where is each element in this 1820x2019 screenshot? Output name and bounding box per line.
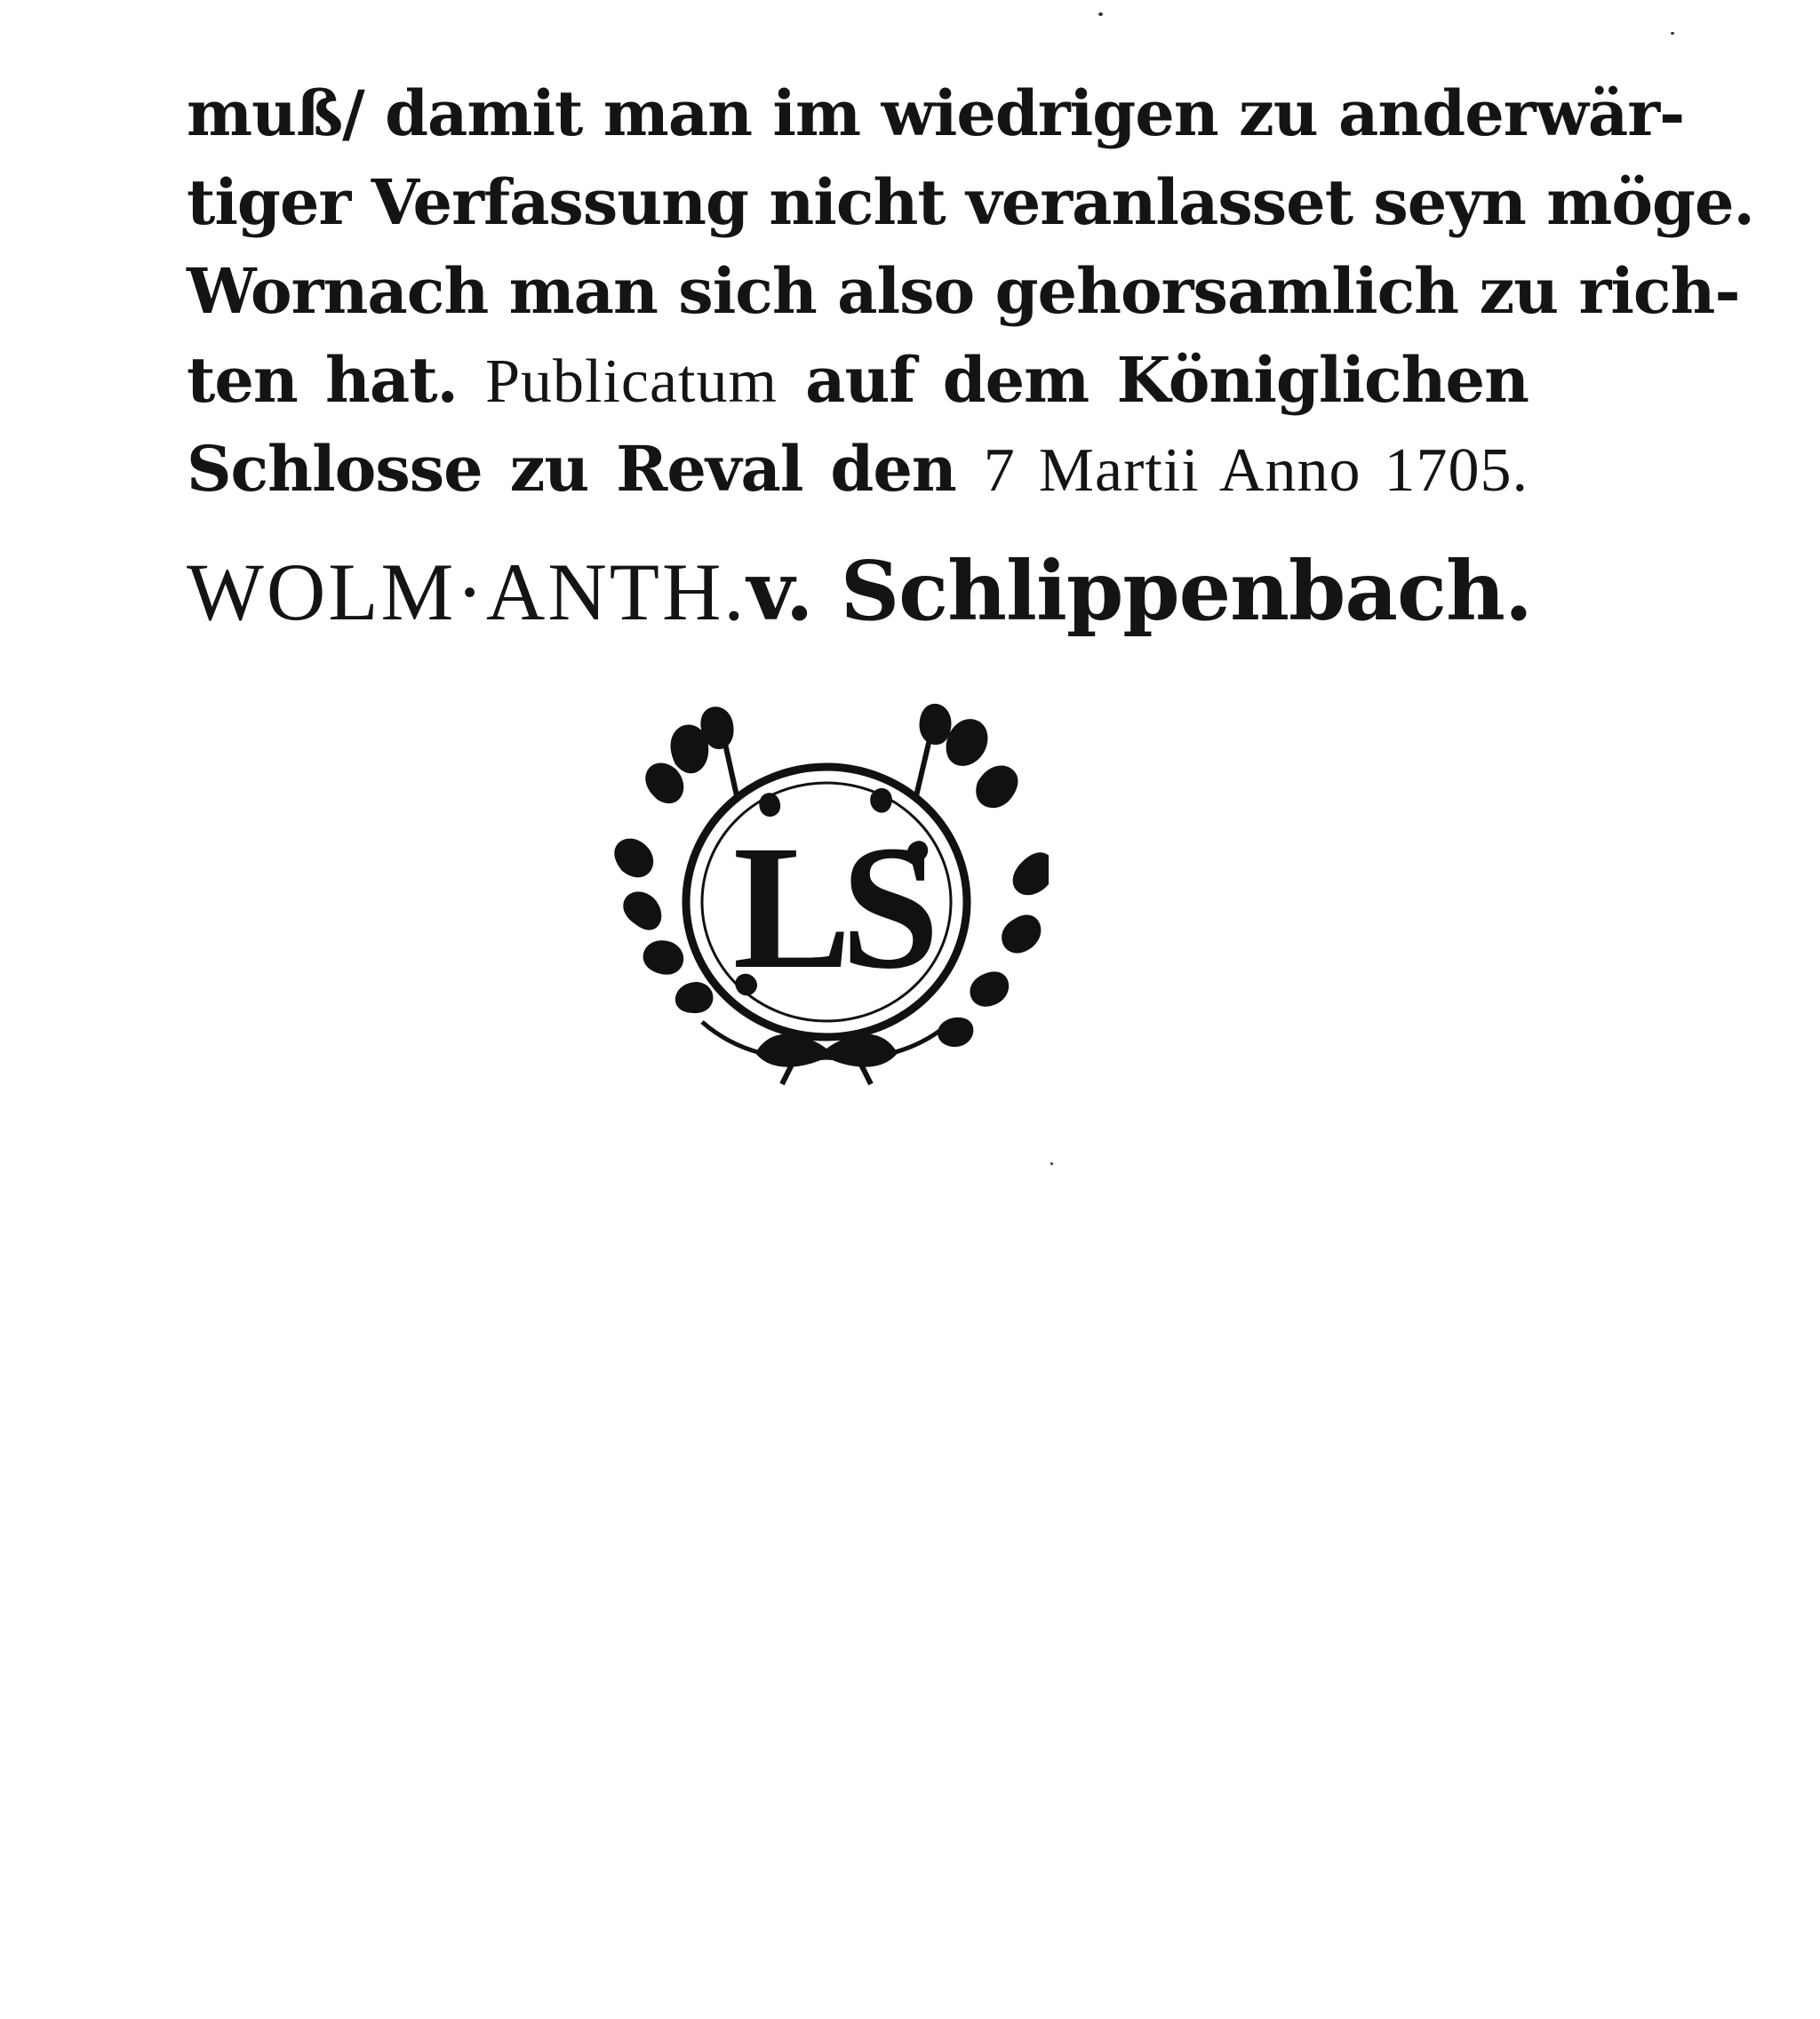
- text-line-1: muß/ damit man im wiedrigen zu anderwär-: [187, 76, 1685, 150]
- text-line-4-start: ten hat.: [187, 343, 458, 417]
- signature-initials: WOLM·ANTH.: [187, 547, 747, 637]
- print-speck: [1050, 1162, 1053, 1165]
- text-line-2: tiger Verfassung nicht veranlasset seyn möge.: [187, 165, 1754, 239]
- signature-line: [187, 542, 1532, 640]
- publicatum-word: Publicatum: [485, 347, 778, 416]
- decree-body: [187, 69, 1754, 514]
- print-speck: [1671, 32, 1674, 35]
- text-line-4-end: auf dem Königlichen: [805, 343, 1529, 417]
- laurel-wreath-icon: [604, 702, 1049, 1093]
- text-line-5-start: Schlosse zu Reval den: [187, 432, 956, 506]
- signature-surname: v. Schlippenbach.: [746, 543, 1532, 639]
- seal-monogram: LS: [732, 810, 930, 1006]
- publication-date: 7 Martii Anno 1705.: [983, 436, 1529, 505]
- text-line-4: [187, 336, 1529, 425]
- text-line-3: Wornach man sich also gehorsamlich zu rich-: [187, 254, 1740, 328]
- print-speck: [1098, 12, 1103, 16]
- text-line-5: [187, 425, 1529, 514]
